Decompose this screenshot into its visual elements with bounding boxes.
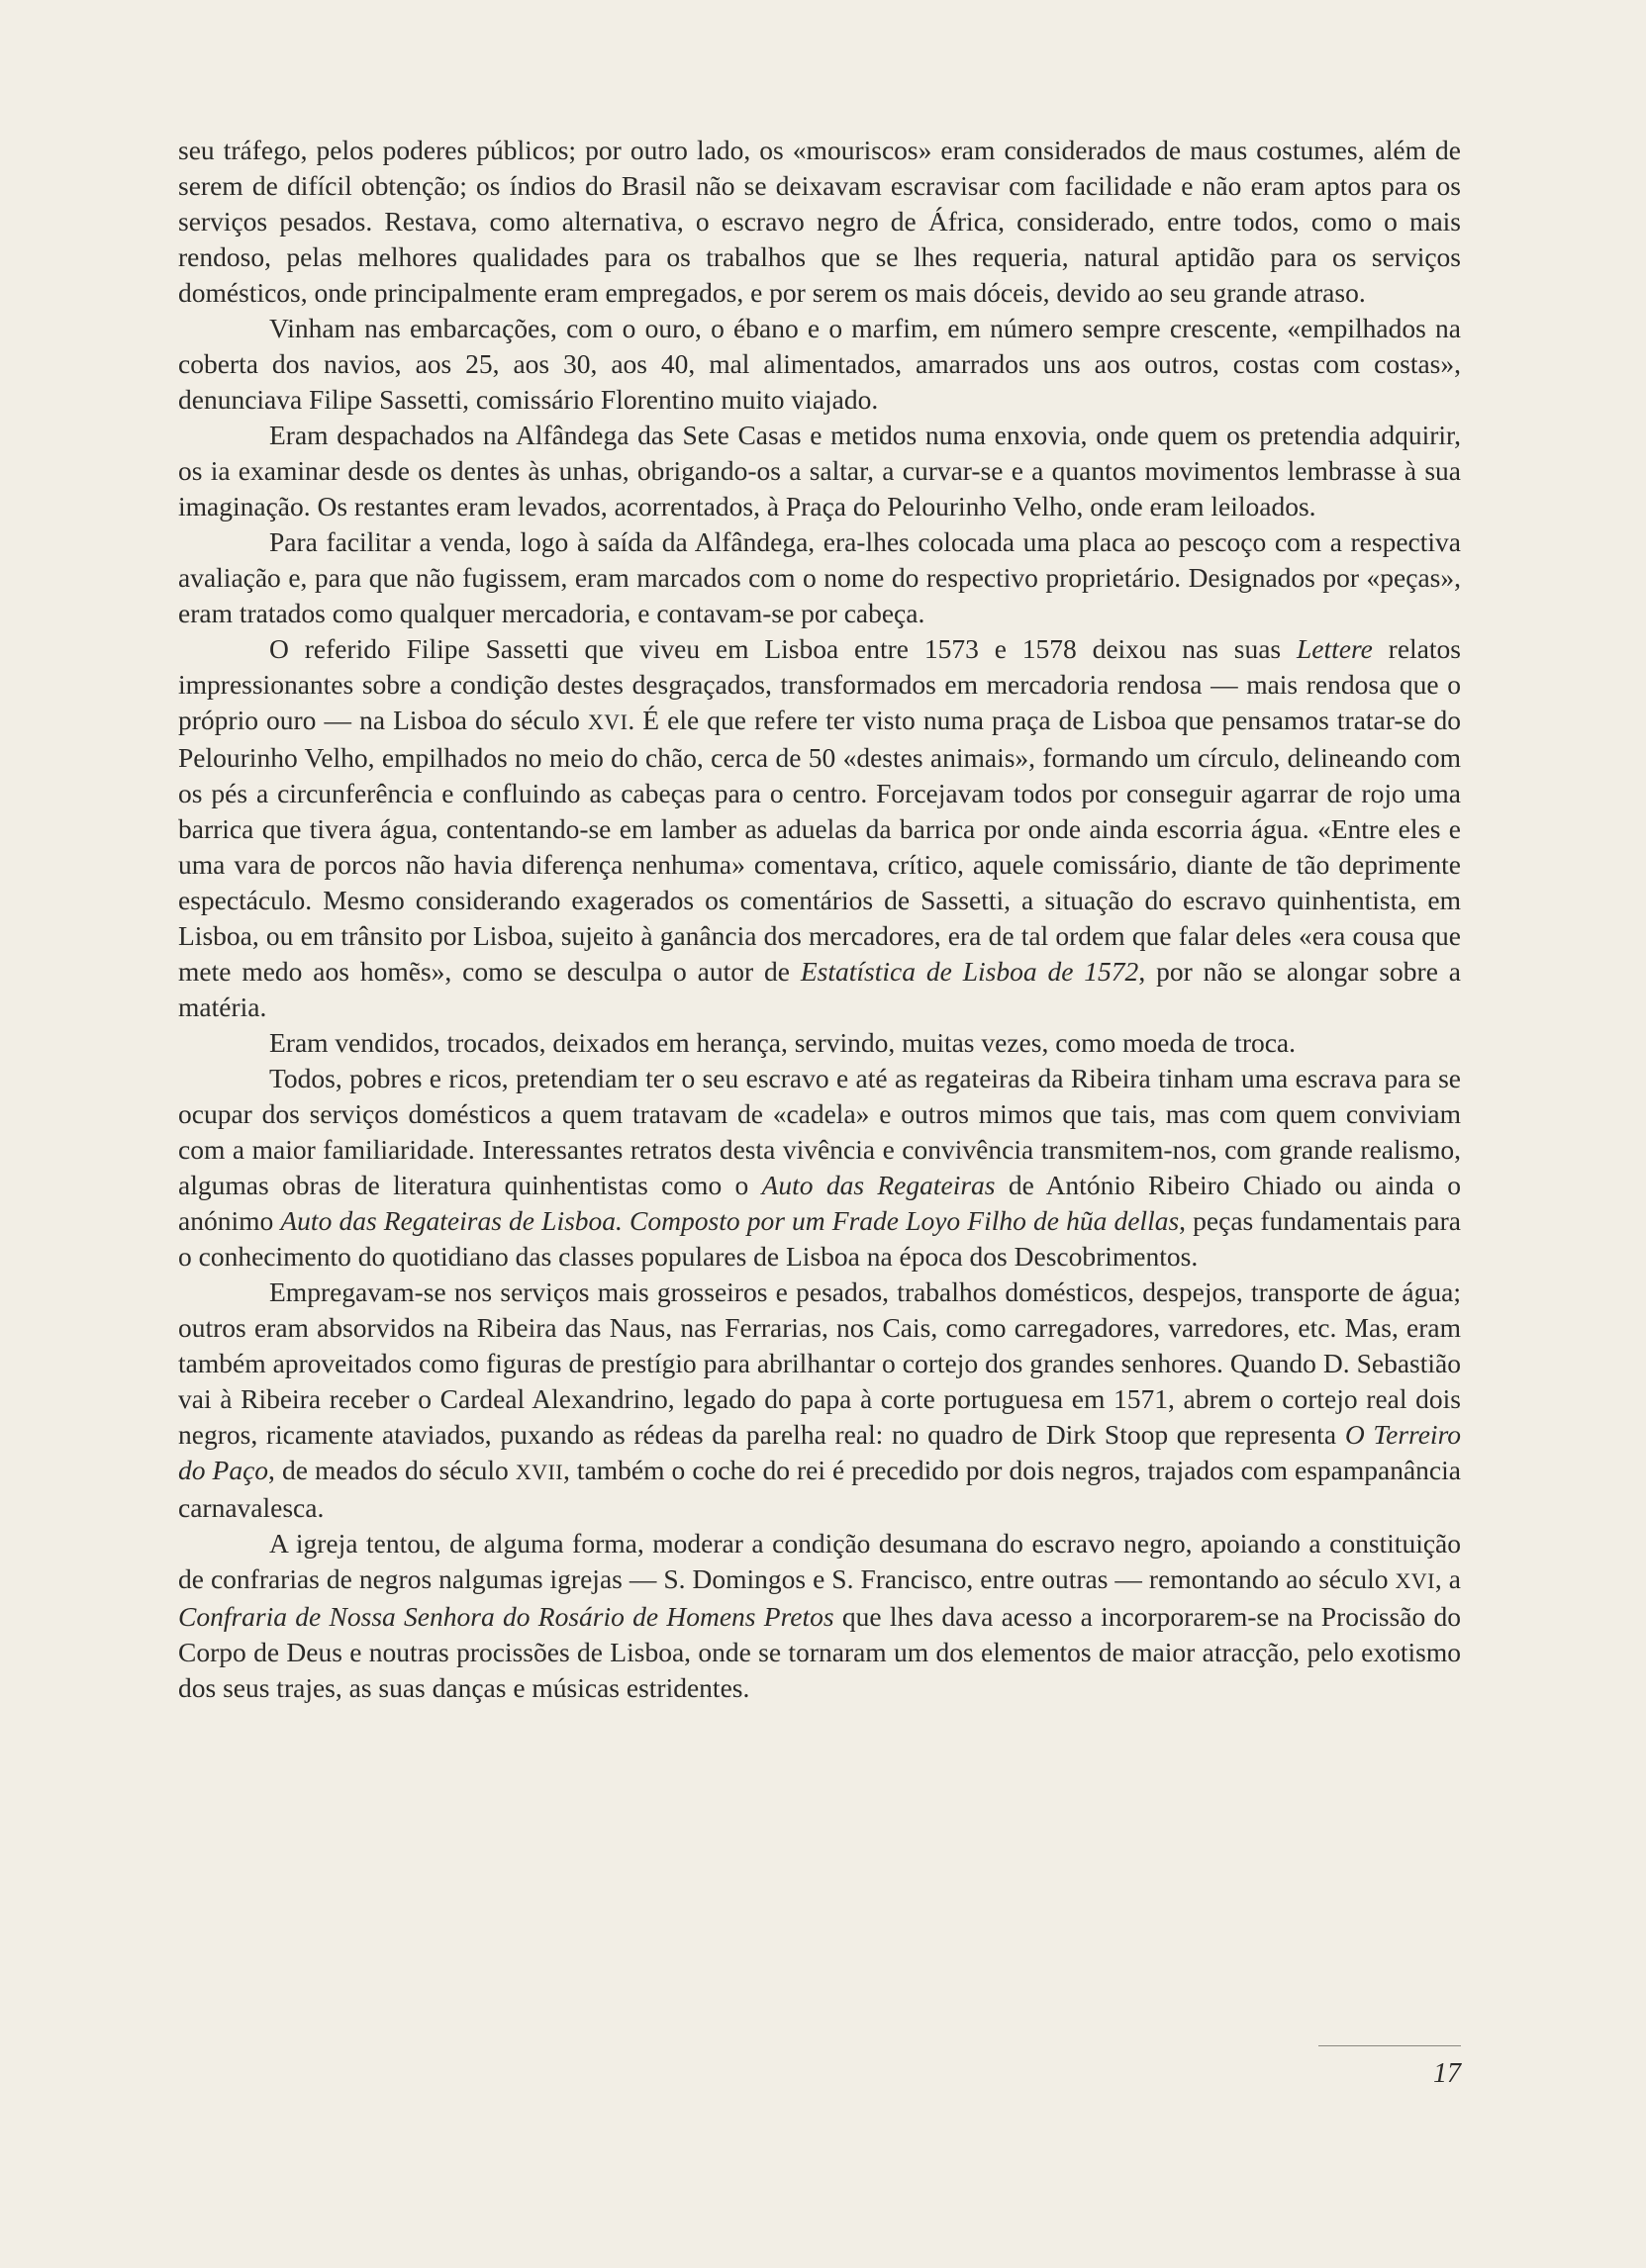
text-run: . É ele que refere ter visto numa praça de Lisboa que pensamos tratar-se do Pelourinho Velho, empilhados no meio do chão, cerca de 50 «destes animais», formando um círculo, delineando com os pés a circunferência e confluindo as cabeças para o centro. Forcejavam todos por conseguir agarrar de rojo uma barrica que tivera água, contentando-se em lamber as aduelas da barrica por onde ainda escorria água. «Entre eles e uma vara de porcos não havia diferença nenhuma» comentava, crítico, aquele comissário, diante de tão deprimente espectáculo. Mesmo considerando exagerados os comentários de Sassetti, a situação do escravo quinhentista, em Lisboa, ou em trânsito por Lisboa, sujeito à ganância dos mercadores, era de tal ordem que falar deles «era cousa que mete medo aos homẽs», como se desculpa o autor de [178,705,1461,987]
text-run: Vinham nas embarcações, com o ouro, o ébano e o marfim, em número sempre crescente, «empilhados na coberta dos navios, aos 25, aos 30, aos 40, mal alimentados, amarrados uns aos outros, costas com costas», denunciava Filipe Sassetti, comissário Florentino muito viajado. [178,313,1461,415]
text-run: Eram vendidos, trocados, deixados em herança, servindo, muitas vezes, como moeda de troca. [269,1027,1297,1058]
century-numeral: XVI [587,709,629,734]
text-run: , a [1434,1563,1461,1594]
text-run: Eram despachados na Alfândega das Sete Casas e metidos numa enxovia, onde quem os pretendia adquirir, os ia examinar desde os dentes às unhas, obrigando-os a saltar, a curvar-se e a quantos movimentos lembrasse à sua imaginação. Os restantes eram levados, acorrentados, à Praça do Pelourinho Velho, onde eram leiloados. [178,420,1461,521]
text-run: Todos, pobres e ricos, pretendiam ter o seu escravo e até as regateiras da Ribeira tinham uma escrava para se ocupar dos serviços domésticos a quem tratavam de «cadela» e outros mimos que tais, mas com quem conviviam com a maior familiaridade. Interessantes retratos desta vivência e convivência transmitem-nos, com grande realismo, algumas obras de literatura quinhentistas como o [178,1063,1461,1200]
italic-title: O Terreiro do Paço [178,1419,1462,1485]
text-run: , por não se alongar sobre a matéria. [178,956,1461,1022]
paragraph [178,1025,1461,1061]
paragraph [178,311,1461,418]
text-run: , de meados do século [268,1455,516,1485]
footer-rule [1318,2045,1461,2046]
text-run: que lhes dava acesso a incorporarem-se na Procissão do Corpo de Deus e noutras procissões de Lisboa, onde se tornaram um dos elementos de maior atracção, pelo exotismo dos seus trajes, as suas danças e músicas estridentes. [178,1601,1461,1703]
italic-title: Auto das Regateiras [761,1170,996,1200]
text-run: de António Ribeiro Chiado ou ainda o anónimo [178,1170,1461,1236]
italic-title: Confraria de Nossa Senhora do Rosário de Homens Pretos [178,1601,834,1632]
italic-title: Auto das Regateiras de Lisboa. Composto por um Frade Loyo Filho de hũa dellas [280,1205,1180,1236]
text-run: , também o coche do rei é precedido por dois negros, trajados com espampanância carnavalesca. [178,1455,1461,1523]
paragraph [178,1061,1461,1275]
century-numeral: XVI [1395,1568,1435,1593]
paragraph [178,1526,1461,1706]
italic-title: Lettere [1296,633,1373,664]
paragraph [178,524,1461,631]
text-run: Para facilitar a venda, logo à saída da Alfândega, era-lhes colocada uma placa ao pescoço com a respectiva avaliação e, para que não fugissem, eram marcados com o nome do respectivo proprietário. Designados por «peças», eram tratados como qualquer mercadoria, e contavam-se por cabeça. [178,526,1461,628]
italic-title: Estatística de Lisboa de 1572 [800,956,1139,987]
text-run: A igreja tentou, de alguma forma, moderar a condição desumana do escravo negro, apoiando a constituição de confrarias de negros nalgumas igrejas — S. Domingos e S. Francisco, entre outras — remontando ao século [178,1528,1461,1594]
text-run: O referido Filipe Sassetti que viveu em Lisboa entre 1573 e 1578 deixou nas suas [269,633,1297,664]
paragraph [178,418,1461,524]
text-run: , peças fundamentais para o conhecimento do quotidiano das classes populares de Lisboa na época dos Descobrimentos. [178,1205,1461,1272]
body-text [178,133,1461,1706]
page-number: 17 [1433,2058,1461,2089]
paragraph [178,133,1461,311]
paragraph [178,1275,1461,1526]
text-run: seu tráfego, pelos poderes públicos; por outro lado, os «mouriscos» eram considerados de maus costumes, além de serem de difícil obtenção; os índios do Brasil não se deixavam escravisar com facilidade e não eram aptos para os serviços pesados. Restava, como alternativa, o escravo negro de África, considerado, entre todos, como o mais rendoso, pelas melhores qualidades para os trabalhos que se lhes requeria, natural aptidão para os serviços domésticos, onde principalmente eram empregados, e por serem os mais dóceis, devido ao seu grande atraso. [178,135,1461,308]
century-numeral: XVII [515,1460,564,1484]
paragraph [178,631,1461,1025]
text-run: Empregavam-se nos serviços mais grosseiros e pesados, trabalhos domésticos, despejos, transporte de água; outros eram absorvidos na Ribeira das Naus, nas Ferrarias, nos Cais, como carregadores, varredores, etc. Mas, eram também aproveitados como figuras de prestígio para abrilhantar o cortejo dos grandes senhores. Quando D. Sebastião vai à Ribeira receber o Cardeal Alexandrino, legado do papa à corte portuguesa em 1571, abrem o cortejo real dois negros, ricamente ataviados, puxando as rédeas da parelha real: no quadro de Dirk Stoop que representa [178,1276,1461,1450]
text-run: relatos impressionantes sobre a condição destes desgraçados, transformados em mercadoria rendosa — mais rendosa que o próprio ouro — na Lisboa do século [178,633,1461,735]
